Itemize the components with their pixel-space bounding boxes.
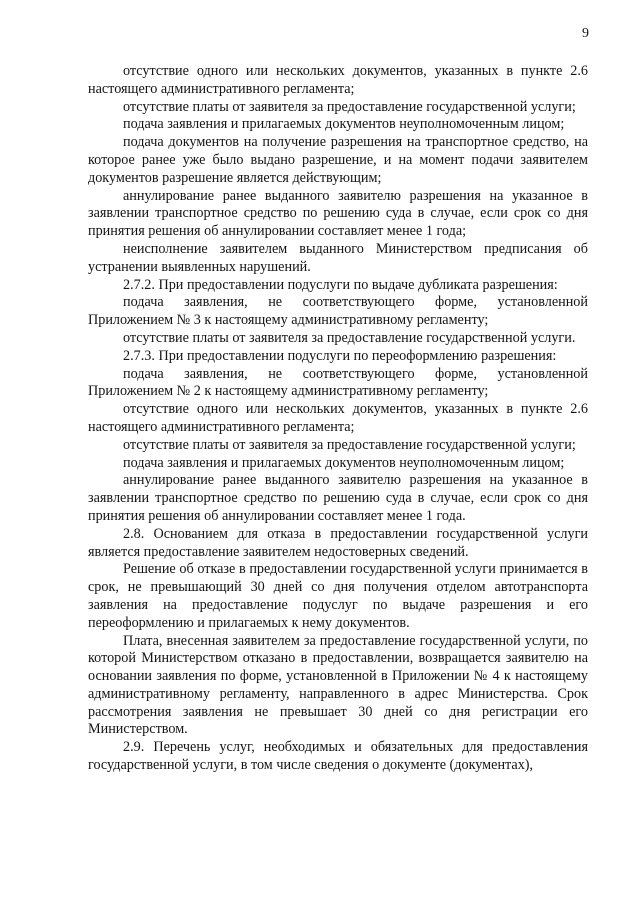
paragraph: аннулирование ранее выданного заявителю разрешения на указанное в заявлении транспортное средство по решению суда в случае, если срок со дня принятия решения об аннулировании составляет менее 1 года;	[88, 187, 588, 240]
page-number: 9	[582, 26, 589, 41]
paragraph: подача заявления, не соответствующего форме, установленной Приложением № 3 к настоящему административному регламенту;	[88, 294, 588, 329]
paragraph: подача заявления и прилагаемых документов неуполномоченным лицом;	[123, 454, 565, 471]
paragraph: отсутствие одного или нескольких документов, указанных в пункте 2.6 настоящего административного регламента;	[88, 63, 588, 97]
paragraph: отсутствие платы от заявителя за предоставление государственной услуги;	[123, 98, 576, 115]
paragraph: подача документов на получение разрешения на транспортное средство, на которое ранее уже было выдано разрешение, и на момент подачи заявителем документов разрешение является действующим;	[88, 134, 588, 186]
paragraph: подача заявления и прилагаемых документов неуполномоченным лицом;	[123, 116, 565, 133]
body-text	[88, 63, 588, 775]
paragraph: 2.8. Основанием для отказа в предоставлении государственной услуги является предоставление заявителем недостоверных сведений.	[88, 525, 588, 560]
paragraph: отсутствие одного или нескольких документов, указанных в пункте 2.6 настоящего административного регламента;	[88, 401, 588, 435]
paragraph: Плата, внесенная заявителем за предоставление государственной услуги, по которой Министерством отказано в предоставлении, возвращается заявителю на основании заявления по форме, установленной в Приложении № 4 к настоящему административному регламенту, направленного в адрес Министерства. Срок рассмотрения заявления не превышает 30 дней со дня регистрации его Министерством.	[88, 632, 588, 738]
paragraph: 2.7.3. При предоставлении подуслуги по переоформлению разрешения:	[123, 347, 557, 364]
paragraph: подача заявления, не соответствующего форме, установленной Приложением № 2 к настоящему административному регламенту;	[88, 365, 588, 400]
paragraph: неисполнение заявителем выданного Министерством предписания об устранении выявленных нарушений.	[88, 240, 588, 275]
paragraph: Решение об отказе в предоставлении государственной услуги принимается в срок, не превышающий 30 дней со дня получения отделом автотранспорта заявления на предоставление подуслуг по выдаче разрешения и его переоформлению и прилагаемых к нему документов.	[88, 561, 588, 631]
paragraph: отсутствие платы от заявителя за предоставление государственной услуги;	[123, 436, 576, 453]
paragraph: 2.7.2. При предоставлении подуслуги по выдаче дубликата разрешения:	[123, 276, 558, 293]
paragraph: 2.9. Перечень услуг, необходимых и обязательных для предоставления государственной услуги, в том числе сведения о документе (документах),	[88, 739, 588, 774]
paragraph: отсутствие платы от заявителя за предоставление государственной услуги.	[123, 329, 576, 346]
paragraph: аннулирование ранее выданного заявителю разрешения на указанное в заявлении транспортное средство по решению суда в случае, если срок со дня принятия решения об аннулировании составляет менее 1 года.	[88, 472, 588, 524]
